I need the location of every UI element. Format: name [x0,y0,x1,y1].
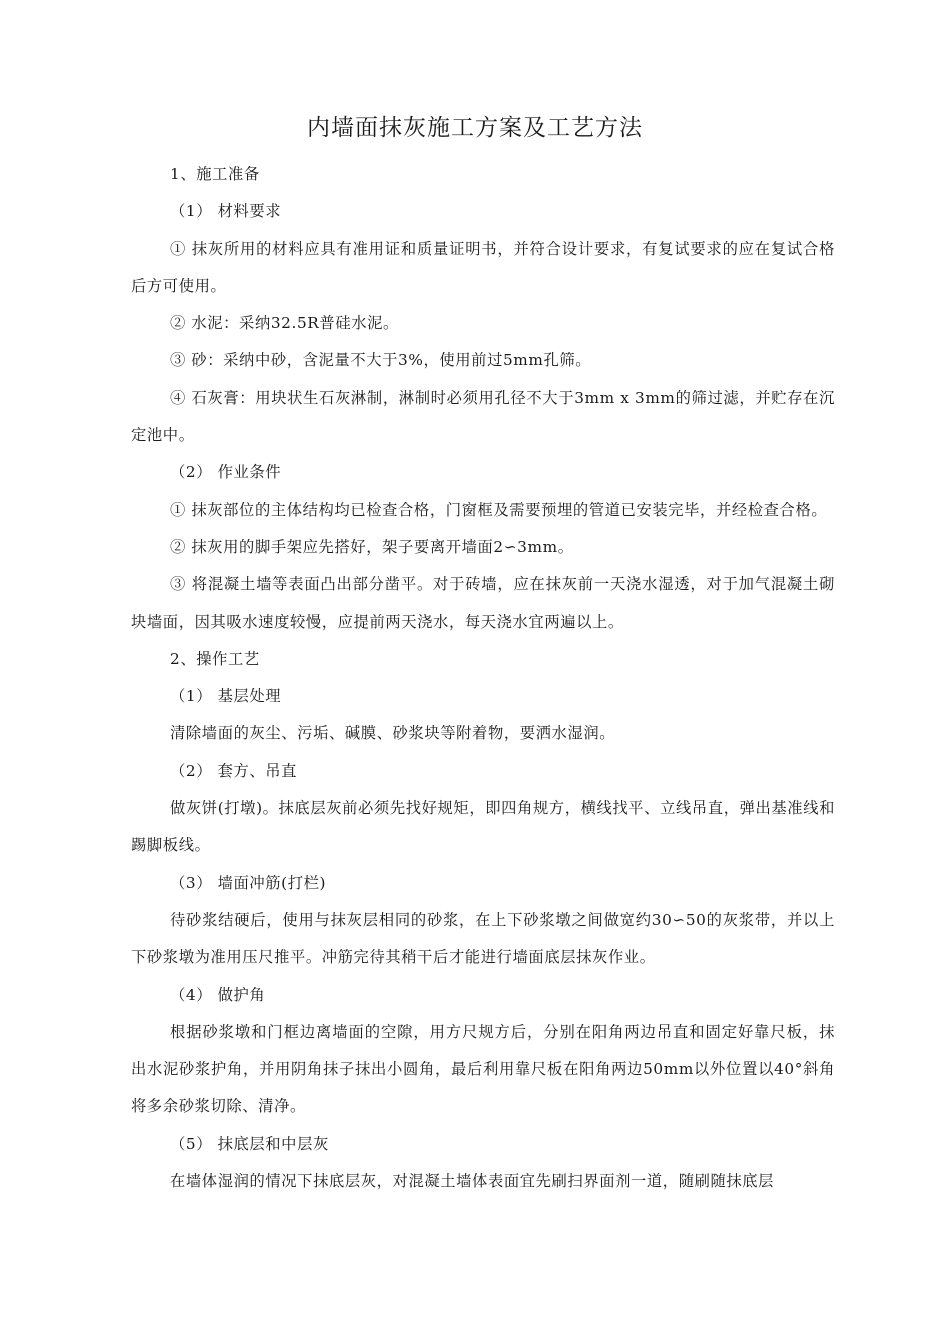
paragraph: ① 抹灰部位的主体结构均已检查合格，门窗框及需要预埋的管道已安装完毕，并经检查合格。 [170,500,828,519]
paragraph: 做灰饼(打墩)。抹底层灰前必须先找好规矩，即四角规方，横线找平、立线吊直，弹出基准线和踢脚板线。 [131,799,835,855]
paragraph: ③ 砂：采纳中砂，含泥量不大于3%，使用前过5mm孔筛。 [170,351,592,370]
section-heading: 2、操作工艺 [170,649,260,668]
paragraph: 清除墙面的灰尘、污垢、碱膜、砂浆块等附着物，要洒水湿润。 [170,724,616,743]
subsection-heading: （4） 做护角 [170,985,266,1004]
document-title: 内墙面抹灰施工方案及工艺方法 [307,115,643,141]
subsection-heading: （3） 墙面冲筋(打栏) [170,873,327,892]
subsection-heading: （2） 套方、吊直 [170,761,298,780]
paragraph: ④ 石灰膏：用块状生石灰淋制，淋制时必须用孔径不大于3mm x 3mm的筛过滤，并贮存在沉定池中。 [131,388,835,445]
subsection-heading: （1） 基层处理 [170,687,282,706]
subsection-heading: （2） 作业条件 [170,463,282,482]
document-body [131,156,835,1200]
subsection-heading: （1） 材料要求 [170,202,282,221]
paragraph: ③ 将混凝土墙等表面凸出部分凿平。对于砖墙，应在抹灰前一天浇水湿透，对于加气混凝土砌块墙面，因其吸水速度较慢，应提前两天浇水，每天浇水宜两遍以上。 [131,575,835,631]
section-heading: 1、施工准备 [170,165,260,183]
paragraph: ② 抹灰用的脚手架应先搭好，架子要离开墙面2∽3mm。 [170,537,574,556]
paragraph: 根据砂浆墩和门框边离墙面的空隙，用方尺规方后，分别在阳角两边吊直和固定好靠尺板，抹出水泥砂浆护角，并用阴角抹子抹出小圆角，最后利用靠尺板在阳角两边50mm以外位置以40°斜角将多余砂浆切除、清净。 [131,1022,835,1116]
paragraph: ② 水泥：采纳32.5R普硅水泥。 [170,314,399,333]
paragraph: 在墙体湿润的情况下抹底层灰，对混凝土墙体表面宜先刷扫界面剂一道，随刷随抹底层 [170,1172,775,1191]
paragraph: ① 抹灰所用的材料应具有准用证和质量证明书，并符合设计要求，有复试要求的应在复试合格后方可使用。 [131,239,835,295]
paragraph: 待砂浆结硬后，使用与抹灰层相同的砂浆，在上下砂浆墩之间做宽约30∽50的灰浆带，并以上下砂浆墩为准用压尺推平。冲筋完待其稍干后才能进行墙面底层抹灰作业。 [131,910,835,967]
subsection-heading: （5） 抹底层和中层灰 [170,1134,329,1153]
